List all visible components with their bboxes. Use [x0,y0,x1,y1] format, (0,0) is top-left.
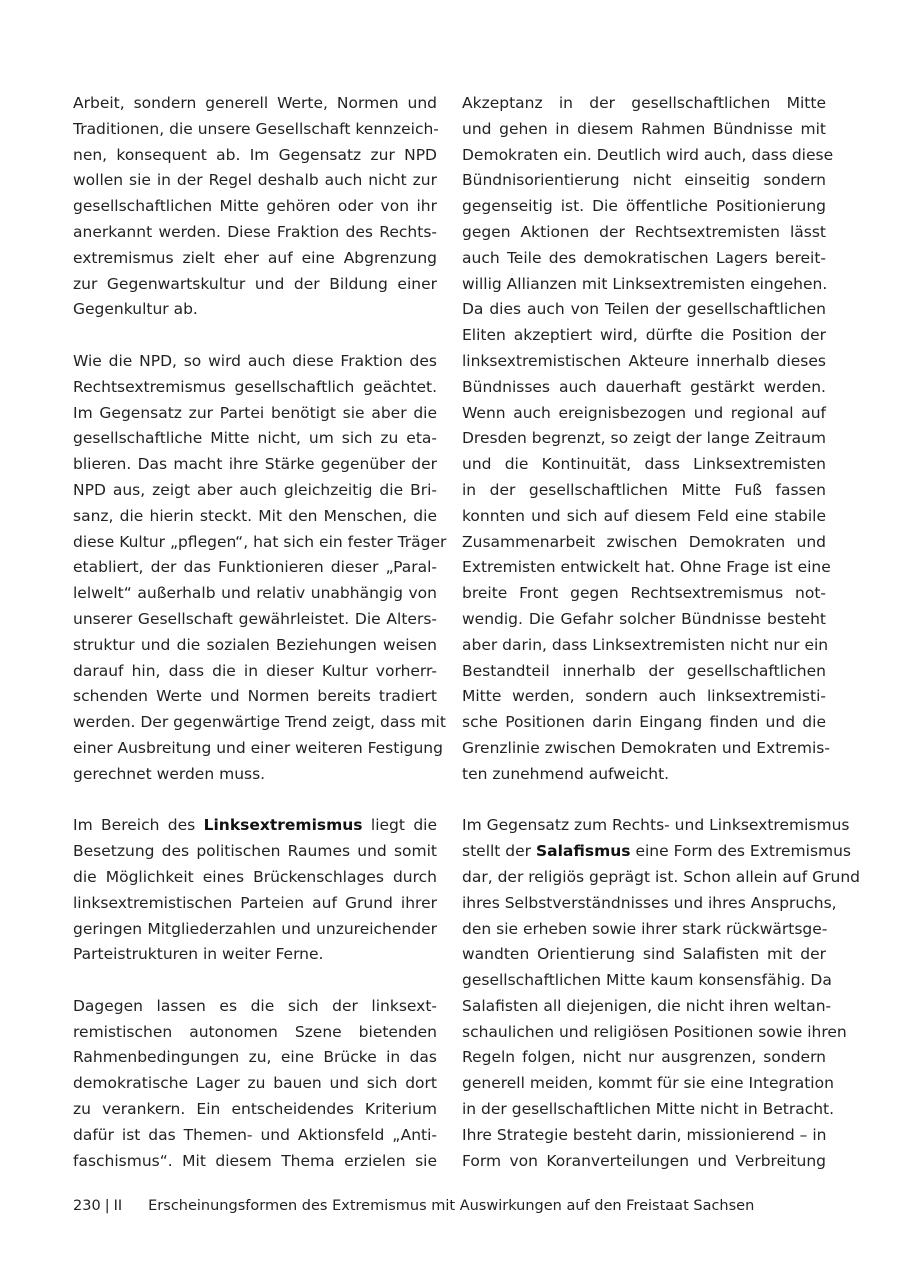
text-line: Im Gegensatz zum Rechts- und Linksextremismus [462,816,850,835]
text-line: und gehen in diesem Rahmen Bündnisse mit [462,119,826,138]
text-line: Ihre Strategie besteht darin, missionierend – in [462,1125,827,1144]
text-line [462,839,852,865]
text-line: dar, der religiös geprägt ist. Schon allein auf Grund [462,867,860,886]
text-line: nen, konsequent ab. Im Gegensatz zur NPD [73,145,437,164]
text-line: Im Gegensatz zur Partei benötigt sie aber die [73,403,437,422]
text-line: ihres Selbstverständnisses und ihres Anspruchs, [462,893,837,912]
text-line: einer Ausbreitung und einer weiteren Festigung [73,738,443,757]
text-segment: eine Form des Extremismus [630,842,852,861]
text-line: gesellschaftlichen Mitte kaum konsensfähig. Da [462,971,832,990]
text-line: Arbeit, sondern generell Werte, Normen und [73,94,437,112]
text-line: gegen Aktionen der Rechtsextremisten lässt [462,222,826,241]
text-line: konnten und sich auf diesem Feld eine stabile [462,506,826,525]
text-line: extremismus zielt eher auf eine Abgrenzung [73,248,437,267]
text-line: ten zunehmend aufweicht. [462,764,670,783]
text-line: Akzeptanz in der gesellschaftlichen Mitte [462,94,826,112]
text-line: etabliert, der das Funktionieren dieser „Paral- [73,558,437,577]
right-column [462,91,860,1174]
text-line: den sie erheben sowie ihrer stark rückwärtsge- [462,919,828,938]
text-line: wandten Orientierung sind Salafisten mit der [462,945,826,964]
text-line: generell meiden, kommt für sie eine Integration [462,1074,834,1093]
running-title: Erscheinungsformen des Extremismus mit Auswirkungen auf den Freistaat Sachsen [148,1198,755,1214]
text-line: zur Gegenwartskultur und der Bildung einer [73,274,437,293]
text-line: in der gesellschaftlichen Mitte nicht in Betracht. [462,1100,835,1119]
page-footer [73,1198,754,1214]
text-line: sanz, die hierin steckt. Mit den Menschen, die [73,506,437,525]
text-line: Dresden begrenzt, so zeigt der lange Zeitraum [462,429,826,448]
text-line: zu verankern. Ein entscheidendes Kriterium [73,1100,437,1119]
text-line: schaulichen und religiösen Positionen sowie ihren [462,1022,847,1041]
text-line: Salafisten all diejenigen, die nicht ihren weltan- [462,996,832,1015]
text-line: in der gesellschaftlichen Mitte Fuß fassen [462,480,826,499]
text-line: Rahmenbedingungen zu, eine Brücke in das [73,1048,437,1067]
bold-term: Salafismus [535,842,631,861]
text-line: die Möglichkeit eines Brückenschlages durch [73,867,437,886]
text-line: Besetzung des politischen Raumes und somit [73,842,437,861]
text-line: gegenseitig ist. Die öffentliche Positionierung [462,197,826,216]
text-line: dafür ist das Themen- und Aktionsfeld „Anti- [73,1125,437,1144]
text-line: faschismus“. Mit diesem Thema erzielen sie [73,1151,437,1170]
text-line: gerechnet werden muss. [73,764,266,783]
text-line: remistischen autonomen Szene bietenden [73,1022,437,1041]
text-line: Rechtsextremismus gesellschaftlich geächtet. [73,377,437,396]
paragraph-gap [73,323,437,349]
text-line: sche Positionen darin Eingang finden und die [462,713,826,732]
text-line: demokratische Lager zu bauen und sich dort [73,1074,437,1093]
text-line: Bündnisses auch dauerhaft gestärkt werden. [462,377,826,396]
left-column [73,91,447,1174]
text-line: struktur und die sozialen Beziehungen weisen [73,635,437,654]
text-line: darauf hin, dass die in dieser Kultur vorherr- [73,661,437,680]
text-line: linksextremistischen Parteien auf Grund ihrer [73,893,437,912]
text-line: Wenn auch ereignisbezogen und regional auf [462,403,826,422]
text-line: aber darin, dass Linksextremisten nicht nur ein [462,635,829,654]
text-line: Gegenkultur ab. [73,300,198,319]
text-line: wollen sie in der Regel deshalb auch nicht zur [73,171,437,190]
text-line: Traditionen, die unsere Gesellschaft kennzeich- [73,119,439,138]
text-line: und die Kontinuität, dass Linksextremisten [462,455,826,474]
text-line: Dagegen lassen es die sich der linksext- [73,996,437,1015]
text-line: auch Teile des demokratischen Lagers bereit- [462,248,826,267]
text-line: schenden Werte und Normen bereits tradiert [73,687,437,706]
text-line: wendig. Die Gefahr solcher Bündnisse besteht [462,609,826,628]
text-line: willig Allianzen mit Linksextremisten eingehen. [462,274,828,293]
text-line: unserer Gesellschaft gewährleistet. Die Alters- [73,609,437,628]
text-line: Eliten akzeptiert wird, dürfte die Position der [462,326,826,345]
text-line: Wie die NPD, so wird auch diese Fraktion des [73,351,437,370]
text-line: werden. Der gegenwärtige Trend zeigt, dass mit [73,713,446,732]
text-segment: stellt der [462,842,536,861]
text-line: Extremisten entwickelt hat. Ohne Frage ist eine [462,558,831,577]
text-line: Da dies auch von Teilen der gesellschaftlichen [462,300,826,319]
paragraph-gap [462,788,826,814]
text-line: gesellschaftlichen Mitte gehören oder von ihr [73,197,437,216]
text-line: Parteistrukturen in weiter Ferne. [73,945,324,964]
section-number: II [113,1198,123,1214]
page-number: 230 [73,1198,101,1214]
text-line: Demokraten ein. Deutlich wird auch, dass diese [462,145,834,164]
text-line: Form von Koranverteilungen und Verbreitung [462,1151,826,1170]
paragraph-gap [73,968,437,994]
text-line: Bestandteil innerhalb der gesellschaftlichen [462,661,826,680]
text-line: geringen Mitgliederzahlen und unzureichender [73,919,437,938]
text-line: anerkannt werden. Diese Fraktion des Rechts- [73,222,437,241]
bold-term: Linksextremismus [203,816,363,835]
text-line: diese Kultur „pflegen“, hat sich ein fester Träger [73,532,447,551]
text-line: Regeln folgen, nicht nur ausgrenzen, sondern [462,1048,826,1067]
footer-separator: | [104,1198,110,1214]
paragraph-gap [73,788,437,814]
text-line: NPD aus, zeigt aber auch gleichzeitig die Bri- [73,480,437,499]
text-line: blieren. Das macht ihre Stärke gegenüber der [73,455,437,474]
text-line [73,813,437,839]
text-segment: Im Bereich des [73,816,204,835]
text-segment: liegt die [362,816,437,835]
text-line: Mitte werden, sondern auch linksextremisti- [462,687,826,706]
text-line: breite Front gegen Rechtsextremismus not- [462,584,826,603]
text-line: Bündnisorientierung nicht einseitig sondern [462,171,826,190]
text-line: Grenzlinie zwischen Demokraten und Extremis- [462,738,830,757]
text-line: gesellschaftliche Mitte nicht, um sich zu eta- [73,429,437,448]
text-line: linksextremistischen Akteure innerhalb dieses [462,351,826,370]
text-line: Zusammenarbeit zwischen Demokraten und [462,532,826,551]
text-line: lelwelt“ außerhalb und relativ unabhängig von [73,584,437,603]
